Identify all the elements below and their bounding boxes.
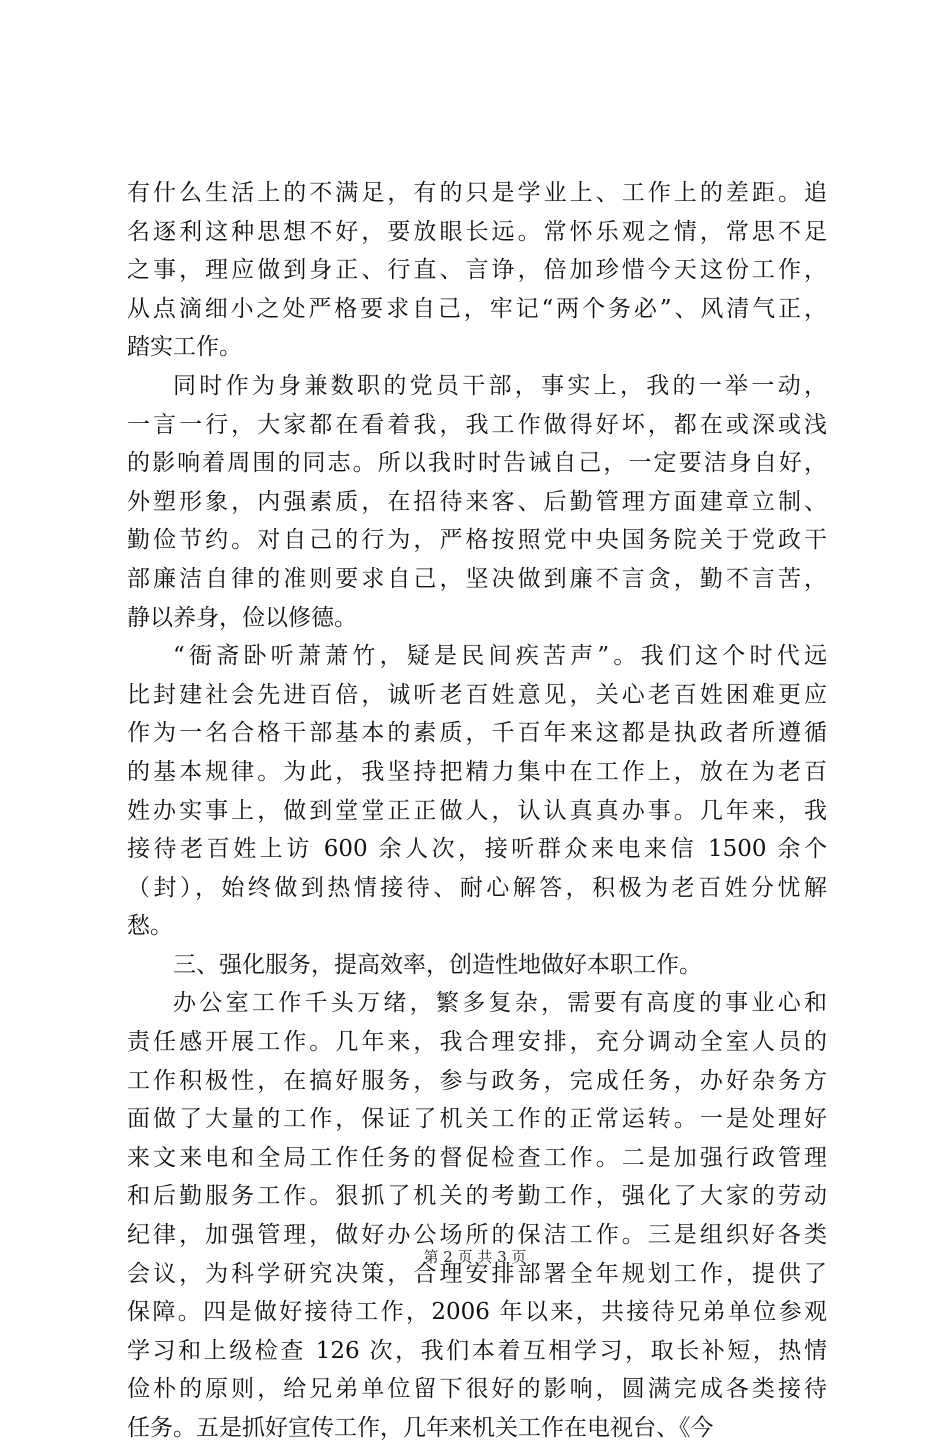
text-line: 和后勤服务工作。狠抓了机关的考勤工作，强化了大家的劳动 bbox=[127, 1183, 827, 1210]
text-line: 办公室工作千头万绪，繁多复杂，需要有高度的事业心和 bbox=[173, 990, 827, 1017]
text-line: 名逐利这种思想不好，要放眼长远。常怀乐观之情，常思不足 bbox=[127, 218, 827, 245]
text-line: 部廉洁自律的准则要求自己，坚决做到廉不言贪，勤不言苦， bbox=[127, 565, 827, 592]
text-line: 作为一名合格干部基本的素质，千百年来这都是执政者所遵循 bbox=[127, 720, 827, 747]
text-line: 外塑形象，内强素质，在招待来客、后勤管理方面建章立制、 bbox=[127, 488, 827, 515]
text-line: 愁。 bbox=[127, 913, 173, 940]
text-line: （封），始终做到热情接待、耐心解答，积极为老百姓分忧解 bbox=[127, 874, 827, 901]
text-line: 纪律，加强管理，做好办公场所的保洁工作。三是组织好各类 bbox=[127, 1222, 827, 1249]
page-footer: 第 2 页 共 3 页 bbox=[423, 1248, 527, 1266]
text-line: 一言一行，大家都在看着我，我工作做得好坏，都在或深或浅 bbox=[127, 411, 827, 438]
text-line: 三、强化服务，提高效率，创造性地做好本职工作。 bbox=[173, 951, 702, 978]
text-line: 俭朴的原则，给兄弟单位留下很好的影响，圆满完成各类接待 bbox=[127, 1376, 827, 1403]
text-line: 的影响着周围的同志。所以我时时告诫自己，一定要洁身自好， bbox=[127, 450, 827, 477]
text-line: 学习和上级检查 126 次，我们本着互相学习，取长补短，热情 bbox=[127, 1337, 827, 1364]
text-line: 同时作为身兼数职的党员干部，事实上，我的一举一动， bbox=[173, 372, 827, 399]
text-line: “衙斋卧听萧萧竹，疑是民间疾苦声”。我们这个时代远 bbox=[173, 643, 827, 670]
text-line: 踏实工作。 bbox=[127, 334, 242, 361]
text-line: 接待老百姓上访 600 余人次，接听群众来电来信 1500 余个 bbox=[127, 836, 827, 863]
text-line: 任务。五是抓好宣传工作，几年来机关工作在电视台、《今 bbox=[127, 1415, 714, 1441]
text-line: 来文来电和全局工作任务的督促检查工作。二是加强行政管理 bbox=[127, 1144, 827, 1171]
text-line: 从点滴细小之处严格要求自己，牢记“两个务必”、风清气正， bbox=[127, 295, 827, 322]
text-line: 比封建社会先进百倍，诚听老百姓意见，关心老百姓困难更应 bbox=[127, 681, 827, 708]
text-line: 工作积极性，在搞好服务，参与政务，完成任务，办好杂务方 bbox=[127, 1067, 827, 1094]
text-line: 姓办实事上，做到堂堂正正做人，认认真真办事。几年来，我 bbox=[127, 797, 827, 824]
text-line: 会议，为科学研究决策，合理安排部署全年规划工作，提供了 bbox=[127, 1260, 827, 1287]
text-line: 静以养身，俭以修德。 bbox=[127, 604, 357, 631]
text-line: 之事，理应做到身正、行直、言诤，倍加珍惜今天这份工作， bbox=[127, 257, 827, 284]
text-line: 保障。四是做好接待工作，2006 年以来，共接待兄弟单位参观 bbox=[127, 1299, 827, 1326]
text-line: 面做了大量的工作，保证了机关工作的正常运转。一是处理好 bbox=[127, 1106, 827, 1133]
text-line: 有什么生活上的不满足，有的只是学业上、工作上的差距。追 bbox=[127, 180, 827, 206]
text-line: 责任感开展工作。几年来，我合理安排，充分调动全室人员的 bbox=[127, 1029, 827, 1056]
text-line: 勤俭节约。对自己的行为，严格按照党中央国务院关于党政干 bbox=[127, 527, 827, 554]
text-line: 的基本规律。为此，我坚持把精力集中在工作上，放在为老百 bbox=[127, 758, 827, 785]
